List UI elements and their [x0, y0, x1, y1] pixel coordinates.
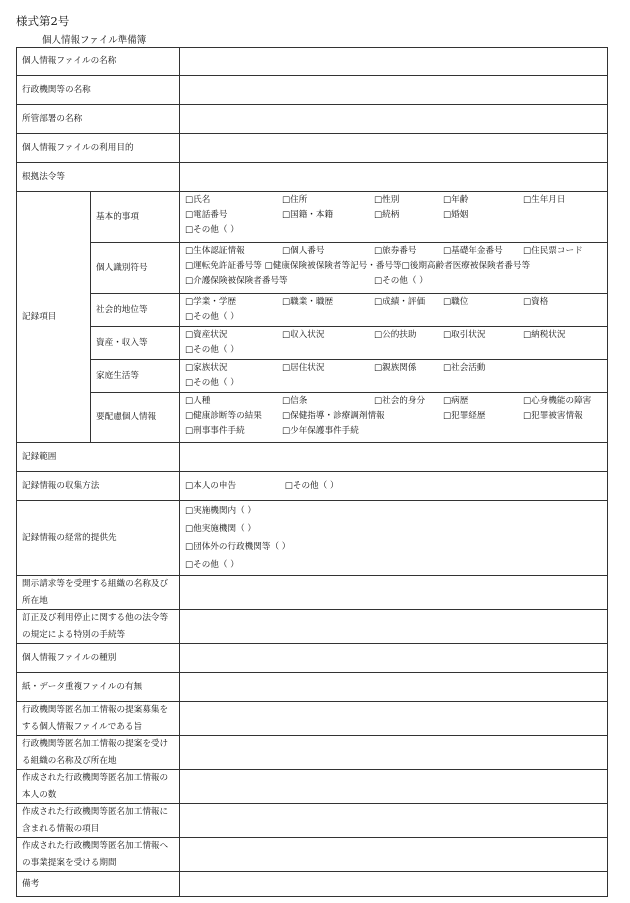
checkbox-social-standing[interactable]: □社会的身分 — [374, 396, 426, 406]
checkbox-biometric[interactable]: □生体認証情報 — [185, 246, 245, 256]
checkbox-juvenile-procedure[interactable]: □少年保護事件手続 — [282, 426, 359, 436]
label-anon-items: 作成された行政機関等匿名加工情報に含まれる情報の項目 — [17, 804, 180, 838]
options-family — [180, 360, 608, 393]
label-purpose: 個人情報ファイルの利用目的 — [17, 134, 180, 163]
value-anon-items[interactable] — [180, 804, 608, 838]
checkbox-transactions[interactable]: □取引状況 — [443, 330, 486, 340]
options-basic-info — [180, 192, 608, 243]
label-family: 家庭生活等 — [91, 360, 180, 393]
label-paper-data: 紙・データ重複ファイルの有無 — [17, 673, 180, 702]
checkbox-address[interactable]: □住所 — [282, 195, 308, 205]
row-sensitive — [17, 393, 608, 443]
value-agency-name[interactable] — [180, 76, 608, 105]
value-special-procedure[interactable] — [180, 610, 608, 644]
checkbox-license-insurance-line[interactable]: □運転免許証番号等 □健康保険被保険者等記号・番号等□後期高齢者医療被保険者番号等 — [185, 261, 531, 271]
row-regular-recipients — [17, 501, 608, 576]
options-regular-recipients — [180, 501, 608, 576]
row-paper-data — [17, 673, 608, 702]
checkbox-residence[interactable]: □居住状況 — [282, 363, 325, 373]
checkbox-self-report[interactable]: □本人の申告 — [185, 480, 237, 491]
checkbox-basic-other[interactable]: □その他（ ） — [185, 225, 239, 235]
row-collection-method — [17, 472, 608, 501]
row-anon-period — [17, 838, 608, 872]
checkbox-creed[interactable]: □信条 — [282, 396, 308, 406]
options-identifiers — [180, 243, 608, 294]
label-assets: 資産・収入等 — [91, 327, 180, 360]
row-anon-proposal — [17, 702, 608, 736]
label-anon-period: 作成された行政機関等匿名加工情報への事業提案を受ける期間 — [17, 838, 180, 872]
value-legal-basis[interactable] — [180, 163, 608, 192]
value-paper-data[interactable] — [180, 673, 608, 702]
checkbox-collection-other[interactable]: □その他（ ） — [284, 480, 339, 491]
checkbox-birthdate[interactable]: □生年月日 — [523, 195, 566, 205]
form-title: 個人情報ファイル準備簿 — [42, 35, 147, 46]
checkbox-age[interactable]: □年齢 — [443, 195, 469, 205]
checkbox-my-number[interactable]: □個人番号 — [282, 246, 325, 256]
label-agency-name: 行政機関等の名称 — [17, 76, 180, 105]
row-family — [17, 360, 608, 393]
checkbox-relationship[interactable]: □続柄 — [374, 210, 400, 220]
checkbox-tax[interactable]: □納税状況 — [523, 330, 566, 340]
row-remarks — [17, 872, 608, 897]
value-remarks[interactable] — [180, 872, 608, 897]
checkbox-nationality[interactable]: □国籍・本籍 — [282, 210, 334, 220]
checkbox-education[interactable]: □学業・学歴 — [185, 297, 237, 307]
checkbox-criminal-procedure[interactable]: □刑事事件手続 — [185, 426, 245, 436]
checkbox-assets-other[interactable]: □その他（ ） — [185, 345, 239, 355]
checkbox-crime-victim[interactable]: □犯罪被害情報 — [523, 411, 583, 421]
row-disclosure-org — [17, 576, 608, 610]
label-identifiers: 個人識別符号 — [91, 243, 180, 294]
checkbox-phone[interactable]: □電話番号 — [185, 210, 228, 220]
label-anon-org: 行政機関等匿名加工情報の提案を受ける組織の名称及び所在地 — [17, 736, 180, 770]
checkbox-within-agency[interactable]: □実施機関内（ ） — [185, 506, 257, 516]
label-regular-recipients: 記録情報の経常的提供先 — [17, 501, 180, 576]
checkbox-social-other[interactable]: □その他（ ） — [185, 312, 239, 322]
checkbox-other-agency[interactable]: □他実施機関（ ） — [185, 524, 257, 534]
label-anon-count: 作成された行政機関等匿名加工情報の本人の数 — [17, 770, 180, 804]
value-file-type[interactable] — [180, 644, 608, 673]
row-anon-items — [17, 804, 608, 838]
options-collection-method — [180, 472, 608, 501]
checkbox-qualification[interactable]: □資格 — [523, 297, 549, 307]
label-file-type: 個人情報ファイルの種別 — [17, 644, 180, 673]
row-record-scope — [17, 443, 608, 472]
checkbox-pension-number[interactable]: □基礎年金番号 — [443, 246, 503, 256]
checkbox-income[interactable]: □収入状況 — [282, 330, 325, 340]
value-purpose[interactable] — [180, 134, 608, 163]
row-file-type — [17, 644, 608, 673]
checkbox-name[interactable]: □氏名 — [185, 195, 211, 205]
row-file-name — [17, 48, 608, 76]
value-anon-period[interactable] — [180, 838, 608, 872]
value-record-scope[interactable] — [180, 443, 608, 472]
checkbox-health-guidance[interactable]: □保健指導・診療調剤情報 — [282, 411, 385, 421]
row-agency-name — [17, 76, 608, 105]
label-record-scope: 記録範囲 — [17, 443, 180, 472]
checkbox-social-activity[interactable]: □社会活動 — [443, 363, 486, 373]
checkbox-identifier-other[interactable]: □その他（ ） — [374, 276, 428, 286]
checkbox-race[interactable]: □人種 — [185, 396, 211, 406]
checkbox-external-agency[interactable]: □団体外の行政機関等（ ） — [185, 542, 291, 552]
label-anon-proposal: 行政機関等匿名加工情報の提案募集をする個人情報ファイルである旨 — [17, 702, 180, 736]
value-anon-org[interactable] — [180, 736, 608, 770]
row-assets — [17, 327, 608, 360]
checkbox-family-other[interactable]: □その他（ ） — [185, 378, 239, 388]
row-legal-basis — [17, 163, 608, 192]
checkbox-relatives[interactable]: □親族関係 — [374, 363, 417, 373]
checkbox-health-checkup[interactable]: □健康診断等の結果 — [185, 411, 262, 421]
row-special-procedure — [17, 610, 608, 644]
row-department — [17, 105, 608, 134]
checkbox-resident-code[interactable]: □住民票コード — [523, 246, 583, 256]
row-anon-org — [17, 736, 608, 770]
label-collection-method: 記録情報の収集方法 — [17, 472, 180, 501]
label-remarks: 備考 — [17, 872, 180, 897]
checkbox-criminal-record[interactable]: □犯罪経歴 — [443, 411, 486, 421]
label-sensitive: 要配慮個人情報 — [91, 393, 180, 443]
label-file-name: 個人情報ファイルの名称 — [17, 48, 180, 76]
options-assets — [180, 327, 608, 360]
label-legal-basis: 根拠法令等 — [17, 163, 180, 192]
checkbox-evaluation[interactable]: □成績・評価 — [374, 297, 426, 307]
row-identifiers — [17, 243, 608, 294]
checkbox-gender[interactable]: □性別 — [374, 195, 400, 205]
checkbox-public-assistance[interactable]: □公的扶助 — [374, 330, 417, 340]
options-social-status — [180, 294, 608, 327]
checkbox-care-insurance[interactable]: □介護保険被保険者番号等 — [185, 276, 288, 286]
checkbox-asset-status[interactable]: □資産状況 — [185, 330, 228, 340]
label-special-procedure: 訂正及び利用停止に関する他の法令等の規定による特別の手続等 — [17, 610, 180, 644]
register-table — [16, 47, 608, 897]
checkbox-medical-history[interactable]: □病歴 — [443, 396, 469, 406]
form-number: 様式第2号 — [16, 14, 70, 28]
label-disclosure-org: 開示請求等を受理する組織の名称及び所在地 — [17, 576, 180, 610]
value-department[interactable] — [180, 105, 608, 134]
row-social-status — [17, 294, 608, 327]
row-purpose — [17, 134, 608, 163]
checkbox-disability[interactable]: □心身機能の障害 — [523, 396, 592, 406]
row-anon-count — [17, 770, 608, 804]
checkbox-occupation[interactable]: □職業・職歴 — [282, 297, 334, 307]
label-basic-info: 基本的事項 — [91, 192, 180, 243]
options-sensitive — [180, 393, 608, 443]
label-social-status: 社会的地位等 — [91, 294, 180, 327]
checkbox-position[interactable]: □職位 — [443, 297, 469, 307]
checkbox-family-status[interactable]: □家族状況 — [185, 363, 228, 373]
checkbox-recipients-other[interactable]: □その他（ ） — [185, 560, 239, 570]
label-department: 所管部署の名称 — [17, 105, 180, 134]
checkbox-passport[interactable]: □旅券番号 — [374, 246, 417, 256]
value-disclosure-org[interactable] — [180, 576, 608, 610]
value-file-name[interactable] — [180, 48, 608, 76]
label-record-items: 記録項目 — [17, 192, 91, 443]
checkbox-marriage[interactable]: □婚姻 — [443, 210, 469, 220]
row-basic-info — [17, 192, 608, 243]
value-anon-proposal[interactable] — [180, 702, 608, 736]
value-anon-count[interactable] — [180, 770, 608, 804]
